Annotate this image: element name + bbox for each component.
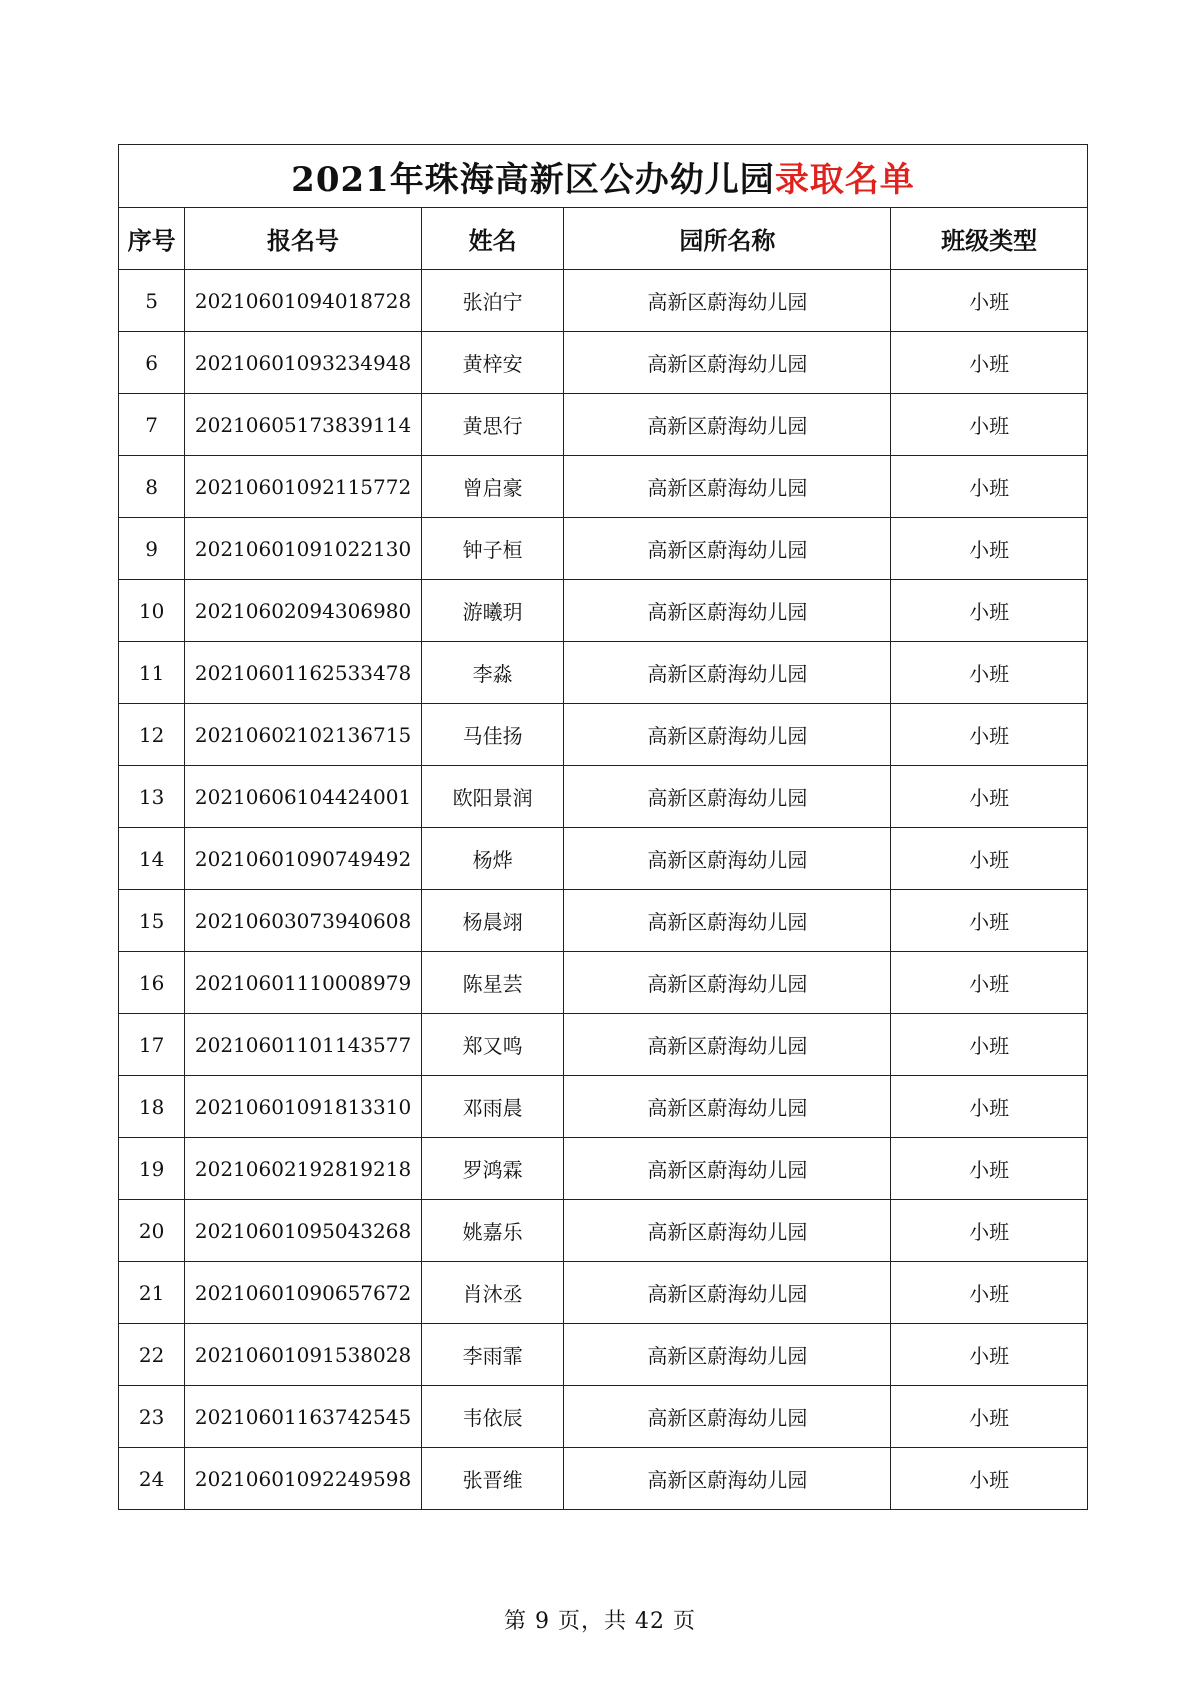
cell-school: 高新区蔚海幼儿园	[564, 1014, 891, 1076]
cell-reg: 20210602102136715	[185, 704, 422, 766]
cell-type: 小班	[891, 1448, 1088, 1510]
table-row	[119, 704, 1088, 766]
cell-school: 高新区蔚海幼儿园	[564, 1076, 891, 1138]
cell-type: 小班	[891, 1014, 1088, 1076]
cell-seq: 24	[119, 1448, 185, 1510]
cell-seq: 10	[119, 580, 185, 642]
cell-seq: 7	[119, 394, 185, 456]
cell-seq: 19	[119, 1138, 185, 1200]
cell-reg: 20210601093234948	[185, 332, 422, 394]
cell-seq: 22	[119, 1324, 185, 1386]
admission-list-sheet	[118, 144, 1088, 1510]
cell-reg: 20210601090749492	[185, 828, 422, 890]
page-title	[119, 145, 1088, 208]
cell-type: 小班	[891, 766, 1088, 828]
cell-type: 小班	[891, 332, 1088, 394]
cell-type: 小班	[891, 642, 1088, 704]
cell-type: 小班	[891, 394, 1088, 456]
cell-school: 高新区蔚海幼儿园	[564, 518, 891, 580]
cell-seq: 15	[119, 890, 185, 952]
cell-name: 陈星芸	[421, 952, 563, 1014]
cell-seq: 18	[119, 1076, 185, 1138]
table-row	[119, 394, 1088, 456]
cell-school: 高新区蔚海幼儿园	[564, 1138, 891, 1200]
cell-school: 高新区蔚海幼儿园	[564, 332, 891, 394]
cell-seq: 12	[119, 704, 185, 766]
table-row	[119, 642, 1088, 704]
cell-seq: 9	[119, 518, 185, 580]
cell-name: 黄梓安	[421, 332, 563, 394]
cell-type: 小班	[891, 1076, 1088, 1138]
cell-type: 小班	[891, 1200, 1088, 1262]
cell-type: 小班	[891, 704, 1088, 766]
cell-name: 黄思行	[421, 394, 563, 456]
table-row	[119, 270, 1088, 332]
table-row	[119, 332, 1088, 394]
cell-name: 肖沐丞	[421, 1262, 563, 1324]
cell-name: 姚嘉乐	[421, 1200, 563, 1262]
cell-type: 小班	[891, 890, 1088, 952]
table-row	[119, 952, 1088, 1014]
admission-table	[118, 144, 1088, 1510]
cell-type: 小班	[891, 270, 1088, 332]
header-reg: 报名号	[185, 208, 422, 270]
cell-reg: 20210601163742545	[185, 1386, 422, 1448]
cell-name: 欧阳景润	[421, 766, 563, 828]
table-row	[119, 1014, 1088, 1076]
table-row	[119, 766, 1088, 828]
header-name: 姓名	[421, 208, 563, 270]
table-row	[119, 1448, 1088, 1510]
cell-reg: 20210606104424001	[185, 766, 422, 828]
cell-reg: 20210603073940608	[185, 890, 422, 952]
cell-name: 罗鸿霖	[421, 1138, 563, 1200]
cell-reg: 20210601110008979	[185, 952, 422, 1014]
cell-name: 曾启豪	[421, 456, 563, 518]
cell-type: 小班	[891, 952, 1088, 1014]
cell-reg: 20210601095043268	[185, 1200, 422, 1262]
cell-name: 张晋维	[421, 1448, 563, 1510]
table-row	[119, 518, 1088, 580]
cell-seq: 11	[119, 642, 185, 704]
cell-reg: 20210601162533478	[185, 642, 422, 704]
cell-type: 小班	[891, 1324, 1088, 1386]
cell-seq: 17	[119, 1014, 185, 1076]
cell-school: 高新区蔚海幼儿园	[564, 270, 891, 332]
cell-type: 小班	[891, 580, 1088, 642]
cell-type: 小班	[891, 1386, 1088, 1448]
cell-reg: 20210602192819218	[185, 1138, 422, 1200]
cell-school: 高新区蔚海幼儿园	[564, 952, 891, 1014]
cell-seq: 21	[119, 1262, 185, 1324]
table-row	[119, 1386, 1088, 1448]
cell-name: 韦依辰	[421, 1386, 563, 1448]
cell-name: 郑又鸣	[421, 1014, 563, 1076]
cell-seq: 13	[119, 766, 185, 828]
table-row	[119, 1076, 1088, 1138]
cell-school: 高新区蔚海幼儿园	[564, 394, 891, 456]
cell-school: 高新区蔚海幼儿园	[564, 1200, 891, 1262]
cell-reg: 20210601101143577	[185, 1014, 422, 1076]
cell-school: 高新区蔚海幼儿园	[564, 704, 891, 766]
cell-school: 高新区蔚海幼儿园	[564, 642, 891, 704]
table-row	[119, 1262, 1088, 1324]
cell-name: 李淼	[421, 642, 563, 704]
title-row	[119, 145, 1088, 208]
cell-seq: 14	[119, 828, 185, 890]
cell-seq: 20	[119, 1200, 185, 1262]
page-footer: 第 9 页，共 42 页	[504, 1609, 696, 1634]
title-red-part: 录取名单	[774, 159, 915, 200]
header-school: 园所名称	[564, 208, 891, 270]
cell-reg: 20210601090657672	[185, 1262, 422, 1324]
cell-name: 杨晨翊	[421, 890, 563, 952]
header-type: 班级类型	[891, 208, 1088, 270]
cell-school: 高新区蔚海幼儿园	[564, 828, 891, 890]
cell-seq: 5	[119, 270, 185, 332]
cell-name: 杨烨	[421, 828, 563, 890]
cell-reg: 20210601091813310	[185, 1076, 422, 1138]
cell-type: 小班	[891, 456, 1088, 518]
table-row	[119, 1200, 1088, 1262]
cell-reg: 20210605173839114	[185, 394, 422, 456]
cell-seq: 23	[119, 1386, 185, 1448]
table-row	[119, 1324, 1088, 1386]
table-row	[119, 456, 1088, 518]
cell-school: 高新区蔚海幼儿园	[564, 890, 891, 952]
cell-seq: 16	[119, 952, 185, 1014]
cell-reg: 20210601092249598	[185, 1448, 422, 1510]
cell-school: 高新区蔚海幼儿园	[564, 766, 891, 828]
cell-school: 高新区蔚海幼儿园	[564, 1386, 891, 1448]
cell-type: 小班	[891, 518, 1088, 580]
cell-type: 小班	[891, 828, 1088, 890]
cell-school: 高新区蔚海幼儿园	[564, 456, 891, 518]
cell-reg: 20210601091022130	[185, 518, 422, 580]
cell-name: 邓雨晨	[421, 1076, 563, 1138]
table-row	[119, 890, 1088, 952]
cell-type: 小班	[891, 1262, 1088, 1324]
cell-name: 游曦玥	[421, 580, 563, 642]
cell-type: 小班	[891, 1138, 1088, 1200]
cell-reg: 20210601091538028	[185, 1324, 422, 1386]
table-row	[119, 828, 1088, 890]
cell-school: 高新区蔚海幼儿园	[564, 1324, 891, 1386]
table-row	[119, 580, 1088, 642]
cell-name: 钟子桓	[421, 518, 563, 580]
table-row	[119, 1138, 1088, 1200]
cell-reg: 20210601094018728	[185, 270, 422, 332]
cell-reg: 20210601092115772	[185, 456, 422, 518]
cell-school: 高新区蔚海幼儿园	[564, 1262, 891, 1324]
cell-reg: 20210602094306980	[185, 580, 422, 642]
cell-seq: 8	[119, 456, 185, 518]
cell-seq: 6	[119, 332, 185, 394]
cell-name: 李雨霏	[421, 1324, 563, 1386]
cell-name: 张泊宁	[421, 270, 563, 332]
cell-school: 高新区蔚海幼儿园	[564, 580, 891, 642]
header-seq: 序号	[119, 208, 185, 270]
cell-school: 高新区蔚海幼儿园	[564, 1448, 891, 1510]
title-black-part: 2021年珠海高新区公办幼儿园	[291, 159, 775, 200]
header-row	[119, 208, 1088, 270]
cell-name: 马佳扬	[421, 704, 563, 766]
table-body	[119, 270, 1088, 1510]
